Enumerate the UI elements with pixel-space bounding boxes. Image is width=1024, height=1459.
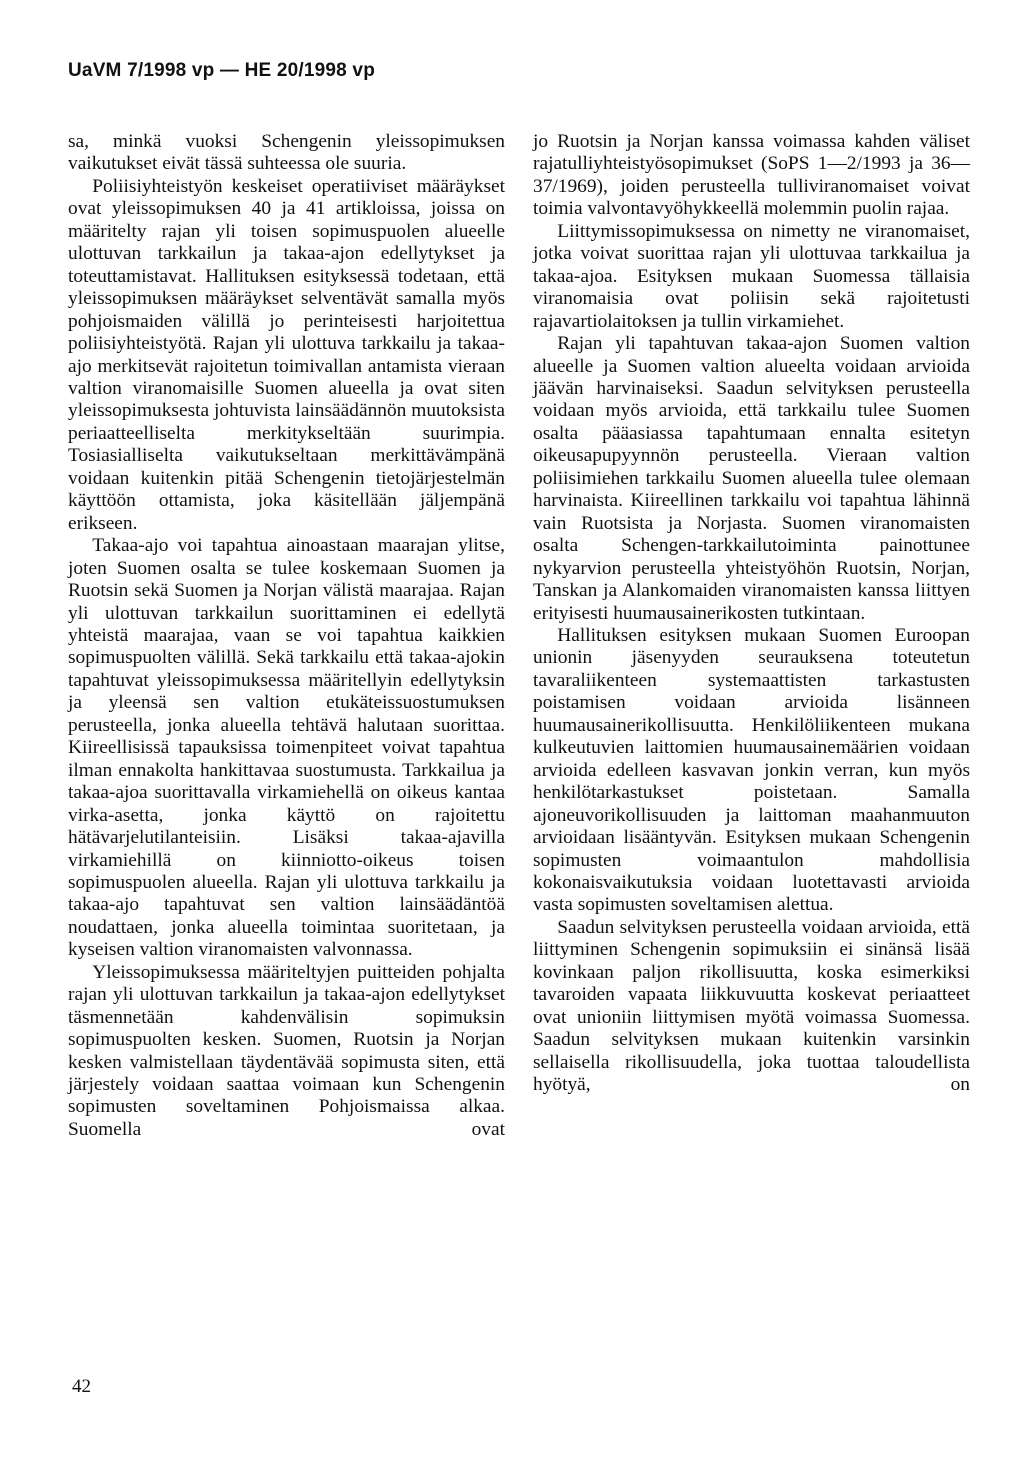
paragraph: Saadun selvityksen perusteella voidaan arvioida, että liittyminen Schengenin sopimuksiin ei sinänsä lisää kovinkaan paljon rikollisuutta, koska esimerkiksi tavaroiden vapaata liikkuvuutta koskevat periaatteet ovat unioniin liittymisen myötä voimassa Suomessa. Saadun selvityksen mukaan kuitenkin varsinkin sellaisella rikollisuudella, joka tuottaa taloudellista hyötyä, on [533,916,970,1096]
paragraph: Liittymissopimuksessa on nimetty ne viranomaiset, jotka voivat suorittaa rajan yli ulottuvaa tarkkailua ja takaa-ajoa. Esityksen mukaan Suomessa tällaisia viranomaisia ovat poliisin sekä rajoitetusti rajavartiolaitoksen ja tullin virkamiehet. [533,220,970,332]
paragraph: jo Ruotsin ja Norjan kanssa voimassa kahden väliset rajatulliyhteistyösopimukset (SoPS 1—2/1993 ja 36—37/1969), joiden perusteella tulliviranomaiset voivat toimia valvontavyöhykkeellä molemmin puolin rajaa. [533,131,970,220]
left-column [68,131,505,1141]
paragraph: Hallituksen esityksen mukaan Suomen Euroopan unionin jäsenyyden seurauksena toteutetun tavaraliikenteen systemaattisten tarkastusten poistamisen voidaan arvioida lisänneen huumausainerikollisuutta. Henkilöliikenteen mukana kulkeutuvien laittomien huumausainemäärien voidaan arvioida edelleen kasvavan jonkin verran, kun myös henkilötarkastukset poistetaan. Samalla ajoneuvorikollisuuden ja laittoman maahanmuuton arvioidaan lisääntyvän. Esityksen mukaan Schengenin sopimusten voimaantulon mahdollisia kokonaisvaikutuksia voidaan luotettavasti arvioida vasta sopimusten soveltamisen alettua. [533,624,970,916]
page-number: 42 [72,1376,91,1397]
paragraph: sa, minkä vuoksi Schengenin yleissopimuksen vaikutukset eivät tässä suhteessa ole suuria. [68,131,505,175]
paragraph: Takaa-ajo voi tapahtua ainoastaan maarajan ylitse, joten Suomen osalta se tulee koskemaan Suomen ja Ruotsin sekä Suomen ja Norjan välistä maarajaa. Rajan yli ulottuvan tarkkailun suorittaminen ei edellytä yhteistä maarajaa, vaan se voi tapahtua kaikkien sopimuspuolten välillä. Sekä tarkkailu että takaa-ajokin tapahtuvat yleissopimuksessa määritellyin edellytyksin ja yleensä sen valtion etukäteissuostumuksen perusteella, jonka alueella tehtävä halutaan suorittaa. Kiireellisissä tapauksissa toimenpiteet voivat tapahtua ilman ennakolta hankittavaa suostumusta. Tarkkailua ja takaa-ajoa suorittavalla virkamiehellä on oikeus kantaa virka-asetta, jonka käyttö on rajoitettu hätävarjelutilanteisiin. Lisäksi takaa-ajavilla virkamiehillä on kiinniotto-oikeus toisen sopimuspuolen alueella. Rajan yli ulottuva tarkkailu ja takaa-ajo tapahtuvat sen valtion lainsäädäntöä noudattaen, jonka alueella toimintaa suoritetaan, ja kyseisen valtion viranomaisten valvonnassa. [68,535,505,961]
running-header: UaVM 7/1998 vp — HE 20/1998 vp [68,60,375,81]
right-column [533,131,970,1096]
paragraph: Poliisiyhteistyön keskeiset operatiiviset määräykset ovat yleissopimuksen 40 ja 41 artikloissa, joissa on määritelty rajan yli toisen sopimuspuolen alueelle ulottuvan tarkkailun ja takaa-ajon edellytykset ja toteuttamistavat. Hallituksen esityksessä todetaan, että yleissopimuksen määräykset selventävät samalla myös pohjoismaiden välillä jo perinteisesti harjoitettua poliisiyhteistyötä. Rajan yli ulottuva tarkkailu ja takaa-ajo merkitsevät rajoitetun toimivallan antamista vieraan valtion viranomaisille Suomen alueella ja ovat siten yleissopimuksesta johtuvista lainsäädännön muutoksista periaatteelliselta merkitykseltään suurimpia. Tosiasialliselta vaikutukseltaan merkittävämpänä voidaan kuitenkin pitää Schengenin tietojärjestelmän käyttöön ottamista, joka käsitellään jäljempänä erikseen. [68,175,505,534]
paragraph: Rajan yli tapahtuvan takaa-ajon Suomen valtion alueelle ja Suomen valtion alueelta voidaan arvioida jäävän harvinaiseksi. Saadun selvityksen perusteella voidaan myös arvioida, että tarkkailu tulee Suomen osalta pääasiassa tapahtumaan ennalta esitetyn oikeusapupyynnön perusteella. Vieraan valtion poliisimiehen tarkkailu Suomen alueella tulee olemaan harvinaista. Kiireellinen tarkkailu voi tapahtua lähinnä vain Ruotsista ja Norjasta. Suomen viranomaisten osalta Schengen-tarkkailutoiminta painottunee nykyarvion perusteella yhteistyöhön Ruotsin, Norjan, Tanskan ja Alankomaiden viranomaisten kanssa liittyen erityisesti huumausainerikosten tutkintaan. [533,333,970,624]
paragraph: Yleissopimuksessa määriteltyjen puitteiden pohjalta rajan yli ulottuvan tarkkailun ja takaa-ajon edellytykset täsmennetään kahdenvälisin sopimuksin sopimuspuolten kesken. Suomen, Ruotsin ja Norjan kesken valmistellaan täydentävää sopimusta siten, että järjestely voidaan saattaa voimaan kun Schengenin sopimusten soveltaminen Pohjoismaissa alkaa. Suomella ovat [68,961,505,1140]
